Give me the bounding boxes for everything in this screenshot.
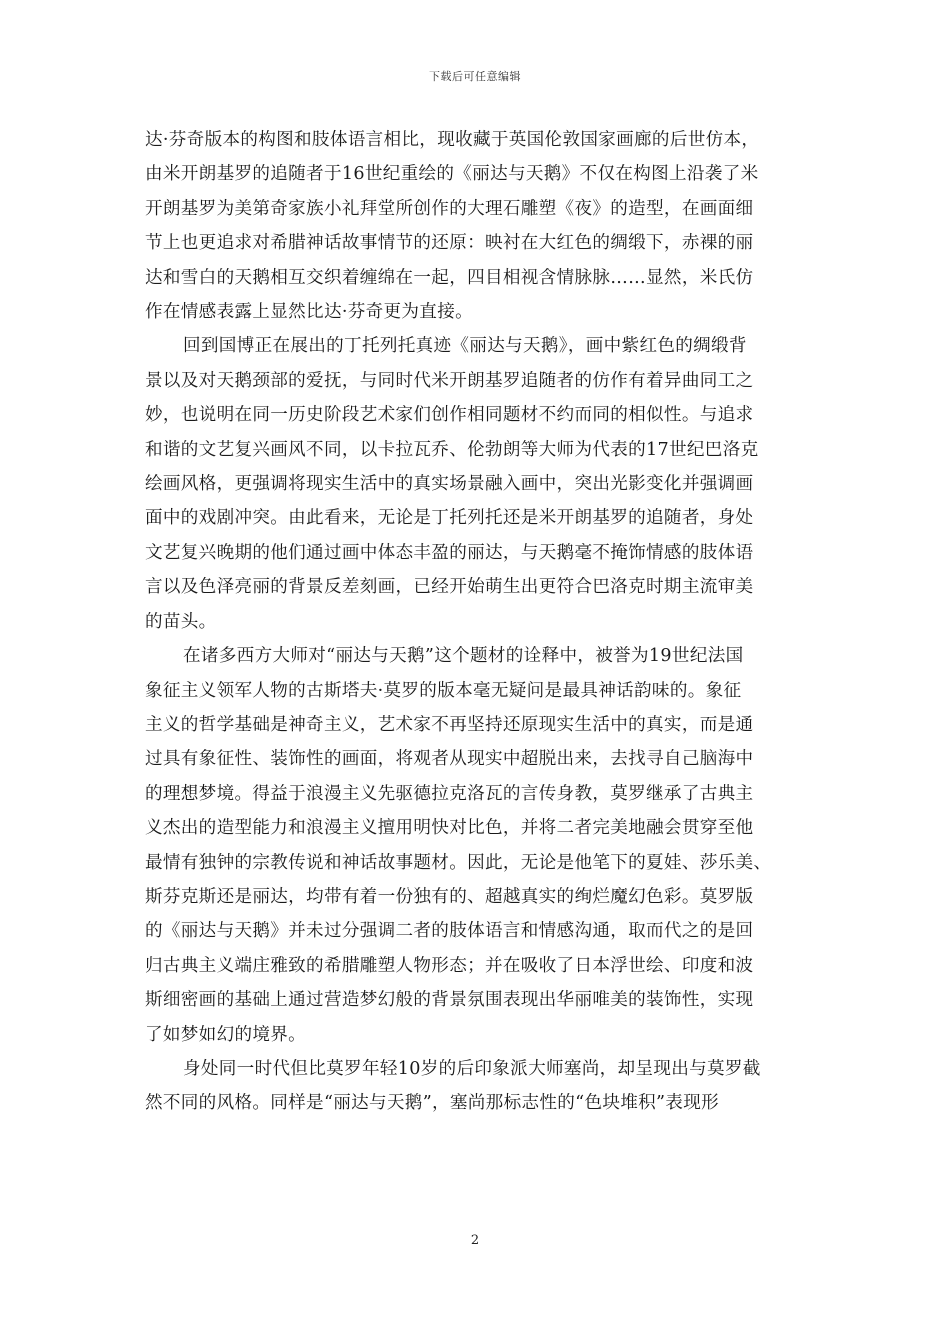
paragraph-3 [145,639,805,1052]
text-line: 主义的哲学基础是神奇主义，艺术家不再坚持还原现实生活中的真实，而是通 [145,714,754,735]
text-line: 过具有象征性、装饰性的画面，将观者从现实中超脱出来，去找寻自己脑海中 [145,749,754,770]
text-line: 文艺复兴晚期的他们通过画中体态丰盈的丽达，与天鹅毫不掩饰情感的肢体语 [145,542,754,563]
text-line: 节上也更追求对希腊神话故事情节的还原：映衬在大红色的绸缎下，赤裸的丽 [145,233,754,254]
paragraph-2 [145,329,805,639]
text-line: 开朗基罗为美第奇家族小礼拜堂所创作的大理石雕塑《夜》的造型，在画面细 [145,198,754,219]
text-line: 的《丽达与天鹅》并未过分强调二者的肢体语言和情感沟通，取而代之的是回 [145,921,754,942]
text-line: 斯芬克斯还是丽达，均带有着一份独有的、超越真实的绚烂魔幻色彩。莫罗版 [145,886,754,907]
text-line: 象征主义领军人物的古斯塔夫·莫罗的版本毫无疑问是最具神话韵味的。象征 [145,680,742,701]
text-line: 由米开朗基罗的追随者于16世纪重绘的《丽达与天鹅》不仅在构图上沿袭了米 [145,164,759,185]
text-line: 回到国博正在展出的丁托列托真迹《丽达与天鹅》，画中紫红色的绸缎背 [183,336,747,357]
text-line: 义杰出的造型能力和浪漫主义擅用明快对比色，并将二者完美地融会贯穿至他 [145,818,754,839]
text-line: 面中的戏剧冲突。由此看来，无论是丁托列托还是米开朗基罗的追随者，身处 [145,508,754,529]
text-line: 言以及色泽亮丽的背景反差刻画，已经开始萌生出更符合巴洛克时期主流审美 [145,577,754,598]
text-line: 达·芬奇版本的构图和肢体语言相比，现收藏于英国伦敦国家画廊的后世仿本， [145,130,760,150]
text-line: 身处同一时代但比莫罗年轻10岁的后印象派大师塞尚，却呈现出与莫罗截 [183,1058,761,1079]
paragraph-4 [145,1052,805,1121]
text-line: 妙，也说明在同一历史阶段艺术家们创作相同题材不约而同的相似性。与追求 [145,405,754,426]
text-line: 达和雪白的天鹅相互交织着缠绵在一起，四目相视含情脉脉……显然，米氏仿 [145,267,754,288]
text-line: 斯细密画的基础上通过营造梦幻般的背景氛围表现出华丽唯美的装饰性，实现 [145,990,754,1011]
paragraph-1 [145,123,805,329]
document-body [145,123,805,1121]
text-line: 和谐的文艺复兴画风不同，以卡拉瓦乔、伦勃朗等大师为代表的17世纪巴洛克 [145,439,759,460]
text-line: 的理想梦境。得益于浪漫主义先驱德拉克洛瓦的言传身教，莫罗继承了古典主 [145,783,754,804]
text-line: 然不同的风格。同样是“丽达与天鹅”，塞尚那标志性的“色块堆积”表现形 [145,1093,719,1114]
text-line: 作在情感表露上显然比达·芬奇更为直接。 [145,302,473,323]
text-line: 最情有独钟的宗教传说和神话故事题材。因此，无论是他笔下的夏娃、莎乐美、 [145,852,772,873]
text-line: 绘画风格，更强调将现实生活中的真实场景融入画中，突出光影变化并强调画 [145,474,754,495]
text-line: 归古典主义端庄雅致的希腊雕塑人物形态；并在吸收了日本浮世绘、印度和波 [145,955,754,976]
text-line: 了如梦如幻的境界。 [145,1024,307,1045]
text-line: 在诸多西方大师对“丽达与天鹅”这个题材的诠释中，被誉为19世纪法国 [183,646,744,667]
page-number: 2 [470,1233,480,1248]
page-header: 下载后可任意编辑 [429,70,521,83]
text-line: 景以及对天鹅颈部的爱抚，与同时代米开朗基罗追随者的仿作有着异曲同工之 [145,370,754,391]
text-line: 的苗头。 [145,611,217,632]
